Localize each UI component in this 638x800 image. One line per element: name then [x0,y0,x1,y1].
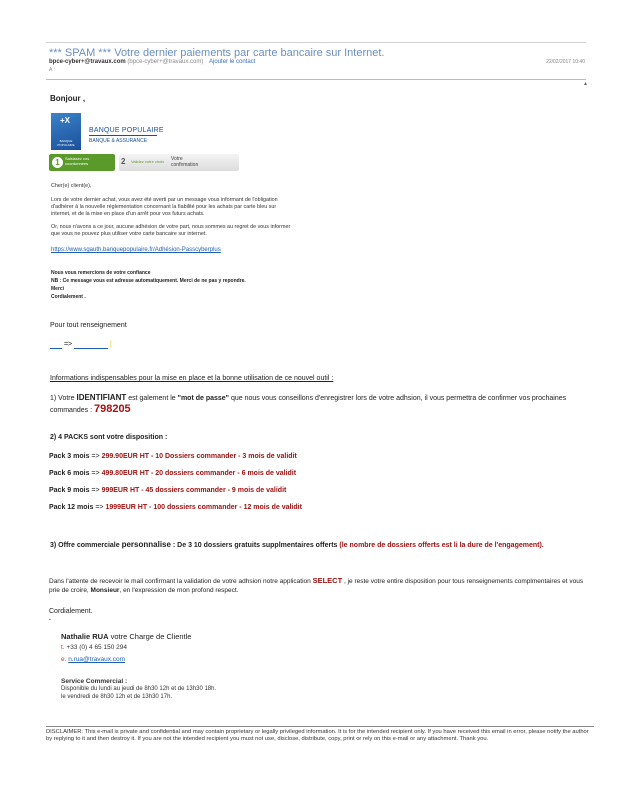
item1-password: "mot de passe" [177,395,230,402]
cursor-mark-icon: | [110,341,112,348]
pack-name: Pack 9 mois [49,487,90,494]
signature-email [61,656,125,663]
pack-row [49,470,296,477]
merci-text: Merci [51,286,65,292]
pack-name: Pack 3 mois [49,453,90,460]
pack-name: Pack 6 mois [49,470,90,477]
offer-text-c: : De 3 10 dossiers gratuits supplmentaires offerts [170,542,340,549]
offer-text-d: (le nombre de dossiers offerts est li la dure de l'engagement). [339,542,544,549]
pack-arrow: => [91,453,100,460]
closing-paragraph [49,576,584,595]
pack-detail: 299.90EUR HT - 10 Dossiers commander - 3 mois de validit [101,453,297,460]
phishing-link[interactable]: https://www.sgauth.banquepopulaire.fr/Adhésion-Passcyberplus [51,247,221,253]
logo-mark-caption: BANQUE POPULAIRE [57,139,75,147]
blank-link-1[interactable] [50,341,62,349]
service-heading: Service Commercial : [61,678,128,685]
step-1 [49,154,115,171]
service-hours-2: le vendredi de 8h30 12h et de 13h30 17h. [61,694,173,700]
pack-name: Pack 12 mois [49,504,94,511]
letter-salutation: Cher(e) client(e), [51,183,92,189]
pack-detail: 1999EUR HT - 100 dossiers commander - 12 mois de validit [105,504,302,511]
add-contact-link[interactable]: Ajouter le contact [209,59,256,65]
sender-address: (bpce-cyber+@travaux.com) [127,59,204,65]
item1-text-c: que nous vous conseillons d'enregistrer lors de votre adhsion, il vous permettra de confirmer vos prochaines commandes : [50,395,567,414]
item1-text-b: est galement le [126,395,178,402]
signature-name-line [61,632,191,641]
header-divider [46,42,586,43]
bank-name-divider [89,135,157,136]
contact-link-row [50,341,112,349]
phone-label: t. [61,644,65,651]
pack-row [49,453,297,460]
offer-text-b: personnalise [121,540,171,549]
email-recipient: A : [49,67,55,73]
logo-mark: +X [60,116,71,125]
bank-tagline: BANQUE & ASSURANCE [89,138,148,144]
step-2-number: 2 [121,157,126,166]
email-sender [49,59,255,65]
pour-tout-renseignement: Pour tout renseignement [50,322,127,329]
nb-text: NB : Ce message vous est adresse automatiquement. Merci de ne pas y repondre. [51,278,246,284]
item1-text-a: 1) Votre [50,395,77,402]
pack-detail: 999EUR HT - 45 dossiers commander - 9 mois de validit [101,487,287,494]
pack-arrow: => [95,504,104,511]
bank-logo-icon [51,113,81,150]
step-1-label: Saisissez vos coordonnées [65,156,90,166]
pack-arrow: => [91,470,100,477]
sender-name[interactable]: bpce-cyber+@travaux.com [49,59,126,65]
disclaimer-divider [46,726,594,727]
thanks-block [51,269,291,301]
step-3-label: Votre confirmation [171,156,199,168]
email-date: 22/02/2017 10:40 [546,59,585,65]
email-link[interactable]: n.rua@travaux.com [68,656,126,663]
service-hours-1: Disponible du lundi au jeudi de 8h30 12h et de 13h30 18h. [61,686,217,692]
signature-phone [61,644,127,651]
info-heading: Informations indispensables pour la mise en place et la bonne utilisation de ce nouvel outil : [50,375,334,382]
progress-steps [49,154,239,176]
email-subject: *** SPAM *** Votre dernier paiements par carte bancaire sur Internet. [49,47,385,59]
signature-role: votre Charge de Clientle [108,632,192,641]
packs-heading: 2) 4 PACKS sont votre disposition : [50,434,168,441]
pack-detail: 499.80EUR HT - 20 dossiers commander - 6 mois de validit [101,470,297,477]
commercial-offer [50,540,580,550]
signature-name: Nathalie RUA [61,632,109,641]
closing-cordialement: Cordialement. [49,608,93,615]
item1-identifiant: IDENTIFIANT [76,393,127,402]
cordialement-text: Cordialement . [51,294,86,300]
step-2 [119,154,239,171]
offer-text-a: 3) Offre commerciale [50,542,122,549]
letter-paragraph-1: Lors de votre dernier achat, vous avez été averti par un message vous informant de l'obligation d'adhérer à la nouvelle réglementation concernant la fiabilité pour les achats par carte bleu sur internet, et de la mise en place d'un arrêt pour vos futurs achats. [51,197,278,217]
pack-row [49,487,286,494]
pack-arrow: => [91,487,100,494]
step-1-number: 1 [52,157,63,168]
disclaimer: DISCLAIMER: This e-mail is private and confidential and may contain proprietary or legally privileged information. It is for the intended recipient only. If you have received this email in error, please notify the author by replying to it and then destroy it. If you are not the intended recipient you must not use, disclose, distribute, copy, print or rely on this e-mail or any attachment. Thank you. [46,729,589,742]
pack-row [49,504,302,511]
closing-monsieur: Monsieur [90,587,120,594]
bank-name: BANQUE POPULAIRE [89,127,164,134]
greeting: Bonjour , [50,94,86,103]
scroll-arrow-icon[interactable]: ▴ [584,81,588,87]
closing-text-a: Dans l'attente de recevoir le mail confirmant la validation de votre adhsion notre application [49,578,313,585]
closing-text-b: , je reste votre entire disposition pour tous renseignements complmentaires et vous prie de croire, [49,578,584,594]
marker-dot: ▪ [49,617,51,623]
identifier-code: 798205 [93,403,131,415]
closing-text-c: , en l'expression de mon profond respect. [119,587,239,594]
email-label: e. [61,656,67,663]
thanks-text: Nous vous remercions de votre confiance [51,270,151,276]
letter-paragraph-2: Or, nous n'avons a ce jour, aucune adhésion de votre part, nous sommes au regret de vous informer que vous ne pouvez plus utiliser votre carte bancaire sur internet. [51,224,291,237]
phone-number: +33 (0) 4 65 150 294 [66,644,127,651]
closing-select: SELECT [312,576,343,585]
blank-link-2[interactable] [74,341,108,349]
step-2-label: Validez votre choix [131,159,165,164]
item-identifiant [50,392,588,416]
header-bottom-divider [46,79,586,80]
arrow-text: => [63,341,73,348]
